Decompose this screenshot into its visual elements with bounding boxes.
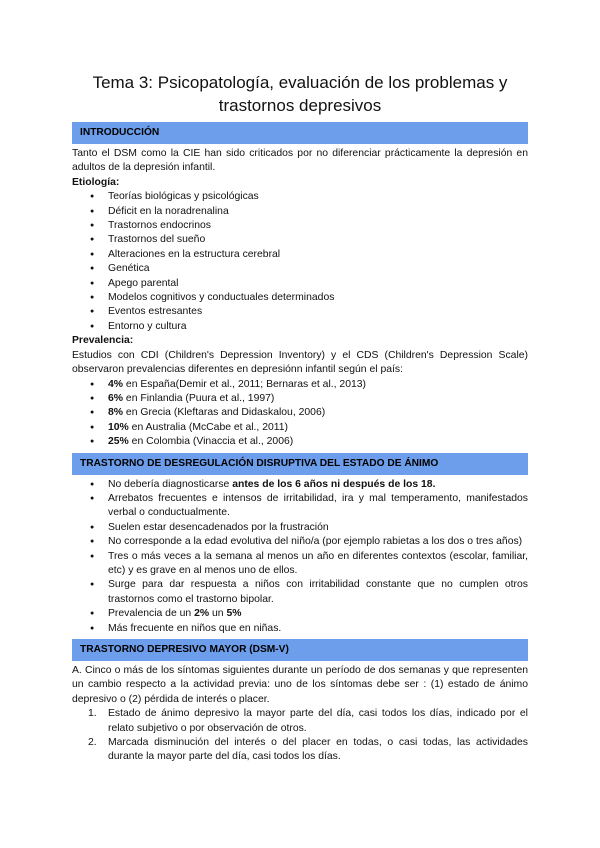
etiologia-list: [72, 190, 528, 334]
list-item: ● Déficit en la noradrenalina: [72, 205, 528, 219]
list-item: ● Más frecuente en niños que en niñas.: [72, 622, 528, 636]
list-item: ● Teorías biológicas y psicológicas: [72, 190, 528, 204]
prevalencia-list: [72, 378, 528, 450]
list-item: ● Trastornos endocrinos: [72, 219, 528, 233]
prevalencia-label: Prevalencia:: [72, 335, 134, 347]
list-item: ● Surge para dar respuesta a niños con irritabilidad constante que no cumplen otros trastornos como el trastorno bipolar.: [72, 578, 528, 607]
document-page: [72, 71, 528, 765]
list-item: ● 6% en Finlandia (Puura et al., 1997): [72, 392, 528, 406]
list-item: ● Arrebatos frecuentes e intensos de irritabilidad, ira y mal temperamento, manifestados verbal o conductualmente.: [72, 492, 528, 521]
list-item: ● Eventos estresantes: [72, 305, 528, 319]
list-item: ● Suelen estar desencadenados por la frustración: [72, 521, 528, 535]
page-title: [72, 71, 528, 117]
list-item: ● Genética: [72, 262, 528, 276]
list-item: ● Prevalencia de un 2% un 5%: [72, 607, 528, 621]
list-item: ● No debería diagnosticarse antes de los 6 años ni después de los 18.: [72, 478, 528, 492]
list-item: ● 8% en Grecia (Kleftaras and Didaskalou, 2006): [72, 406, 528, 420]
list-item: ● 10% en Australia (McCabe et al., 2011): [72, 421, 528, 435]
tdde-list: [72, 478, 528, 636]
etiologia-label: Etiología:: [72, 176, 120, 188]
tdm-paragraph: A. Cinco o más de los síntomas siguientes durante un período de dos semanas y que representen un cambio respecto a la actividad previa: uno de los síntomas debe ser : (1) estado de ánimo depresivo o (2) pérdida de interés o placer.: [72, 665, 528, 705]
section-heading-tdm: TRASTORNO DEPRESIVO MAYOR (DSM-V): [72, 639, 528, 661]
list-item: ● No corresponde a la edad evolutiva del niño/a (por ejemplo rabietas a los dos o tres años): [72, 535, 528, 549]
section-heading-tdde: TRASTORNO DE DESREGULACIÓN DISRUPTIVA DEL ESTADO DE ÁNIMO: [72, 453, 528, 475]
list-item: 2. Marcada disminución del interés o del placer en todas, o casi todas, las actividades durante la mayor parte del día, casi todos los días.: [88, 737, 528, 763]
list-item: 1. Estado de ánimo depresivo la mayor parte del día, casi todos los días, indicado por el relato subjetivo o por observación de otros.: [88, 708, 528, 734]
list-item: ● Trastornos del sueño: [72, 233, 528, 247]
list-item: ● Tres o más veces a la semana al menos un año en diferentes contextos (escolar, familiar, etc) y es grave en al menos uno de ellos.: [72, 550, 528, 579]
list-item: ● Modelos cognitivos y conductuales determinados: [72, 291, 528, 305]
list-item: ● 4% en España(Demir et al., 2011; Bernaras et al., 2013): [72, 378, 528, 392]
intro-paragraph: Tanto el DSM como la CIE han sido criticados por no diferenciar prácticamente la depresión en adultos de la depresión infantil.: [72, 148, 528, 174]
list-item: ● Entorno y cultura: [72, 320, 528, 334]
tdm-criteria-list: [72, 707, 528, 765]
list-item: ● Apego parental: [72, 277, 528, 291]
title-line-1: Tema 3: Psicopatología, evaluación de los problemas y: [92, 73, 508, 92]
list-item: ● Alteraciones en la estructura cerebral: [72, 248, 528, 262]
title-line-2: trastornos depresivos: [218, 96, 382, 115]
list-item: ● 25% en Colombia (Vinaccia et al., 2006): [72, 435, 528, 449]
prevalencia-paragraph: Estudios con CDI (Children's Depression Inventory) y el CDS (Children's Depression Scale) observaron prevalencias diferentes en depresiónn infantil según el país:: [72, 349, 528, 376]
section-heading-introduccion: INTRODUCCIÓN: [72, 122, 528, 144]
